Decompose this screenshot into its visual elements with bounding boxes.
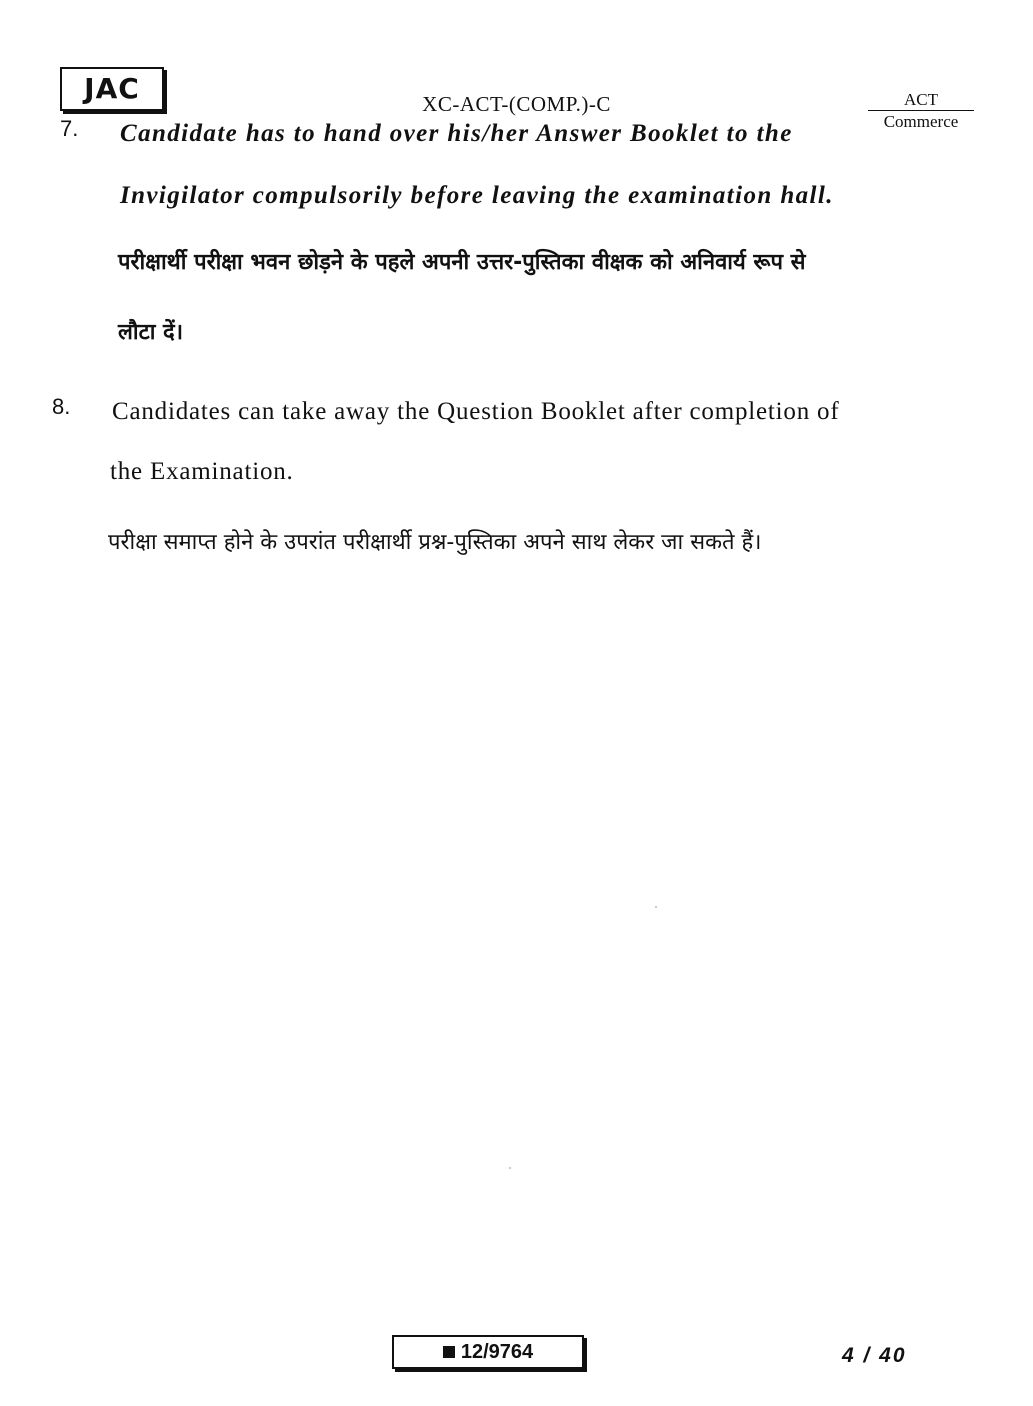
instruction-8-english-line-2: the Examination. [110, 458, 294, 485]
instruction-8-hindi-line-1: परीक्षा समाप्त होने के उपरांत परीक्षार्थी प्रश्न-पुस्तिका अपने साथ लेकर जा सकते हैं। [108, 530, 762, 555]
subject-top: ACT [868, 90, 974, 111]
scan-speck [655, 906, 657, 908]
scan-speck [509, 1167, 511, 1169]
subject-label [862, 90, 980, 133]
jac-badge: JAC [60, 67, 164, 111]
instruction-number: 7. [60, 116, 79, 141]
subject-bottom: Commerce [883, 112, 959, 131]
paper-code: XC-ACT-(COMP.)-C [422, 92, 611, 116]
instruction-7-hindi-line-2: लौटा दें। [118, 320, 184, 345]
instruction-number: 8. [52, 394, 71, 419]
page-number: 4 / 40 [842, 1344, 907, 1367]
instruction-8-english-line-1: Candidates can take away the Question Booklet after completion of [112, 398, 840, 425]
instruction-7-english-line-1: Candidate has to hand over his/her Answer Booklet to the [120, 120, 793, 147]
square-bullet-icon [443, 1346, 455, 1358]
instruction-7-english-line-2: Invigilator compulsorily before leaving the examination hall. [120, 182, 834, 209]
booklet-code-box [392, 1335, 584, 1369]
instruction-7-hindi-line-1: परीक्षार्थी परीक्षा भवन छोड़ने के पहले अपनी उत्तर-पुस्तिका वीक्षक को अनिवार्य रूप से [118, 250, 806, 275]
booklet-code: 12/9764 [460, 1341, 534, 1363]
